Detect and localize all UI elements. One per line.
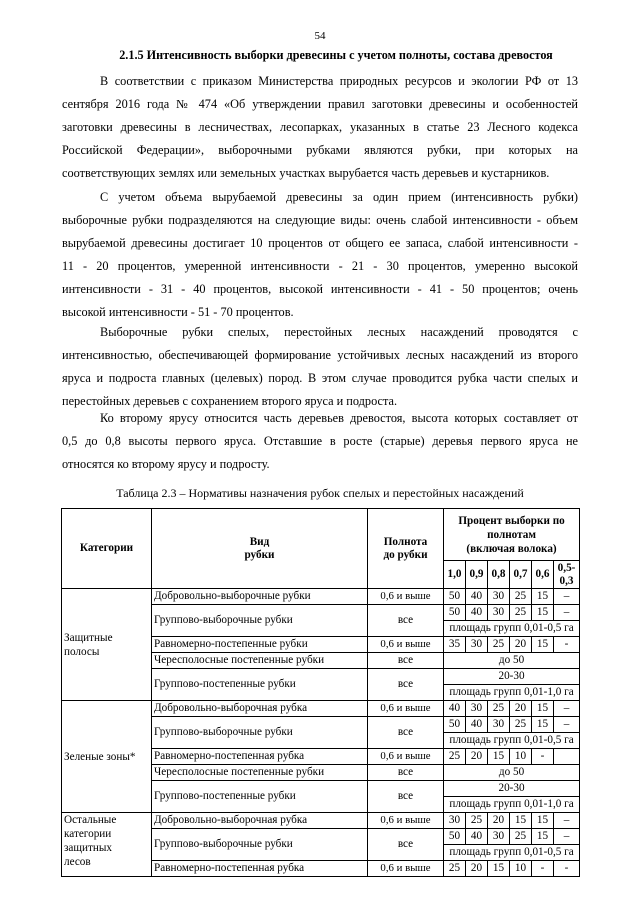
- value-cell: [554, 749, 580, 765]
- density-cell: все: [368, 717, 444, 749]
- type-cell: Группово-выборочные рубки: [152, 717, 368, 749]
- value-cell: -: [532, 749, 554, 765]
- density-cell: 0,6 и выше: [368, 589, 444, 605]
- value-cell: 40: [466, 605, 488, 621]
- text-line: выборочные рубки подразделяются на следующие виды: очень слабой интенсивности - объем: [62, 213, 578, 228]
- value-cell: 15: [488, 861, 510, 877]
- type-cell: Равномерно-постепенная рубка: [152, 749, 368, 765]
- density-cell: 0,6 и выше: [368, 861, 444, 877]
- text-line: С учетом объема вырубаемой древесины за один прием (интенсивность рубки): [100, 190, 578, 204]
- text-line: сентября 2016 года № 474 «Об утверждении правил заготовки древесины и особенностей: [62, 97, 578, 112]
- value-cell: –: [554, 589, 580, 605]
- density-cell: все: [368, 781, 444, 813]
- text-line: вырубаемой древесины достигает 10 процентов от общего ее запаса, слабой интенсивности -: [62, 236, 578, 251]
- value-cell: -: [532, 861, 554, 877]
- header-type: [152, 509, 368, 589]
- span-cell: до 50: [444, 653, 580, 669]
- header-category: Категории: [62, 509, 152, 589]
- value-cell: 40: [444, 701, 466, 717]
- value-cell: 15: [488, 749, 510, 765]
- text-line: относятся ко второму ярусу и подросту.: [62, 457, 270, 472]
- text-line: высокой интенсивности - 51 - 70 процентов.: [62, 305, 294, 320]
- note-cell: площадь групп 0,01-0,5 га: [444, 621, 580, 637]
- value-cell: 50: [444, 605, 466, 621]
- header-density-1: 1,0: [444, 561, 466, 589]
- value-cell: 40: [466, 717, 488, 733]
- density-cell: 0,6 и выше: [368, 701, 444, 717]
- value-cell: 20: [510, 637, 532, 653]
- value-cell: –: [554, 829, 580, 845]
- paragraph-4: [62, 407, 578, 476]
- value-cell: 25: [444, 749, 466, 765]
- value-cell: 30: [466, 637, 488, 653]
- header-percent-line: (включая волока): [466, 542, 557, 555]
- header-density-6-line: 0,3: [559, 574, 574, 587]
- text-line: Ко второму ярусу относится часть деревьев древостоя, высота которых составляет от: [100, 411, 578, 425]
- type-cell: Добровольно-выборочные рубки: [152, 589, 368, 605]
- header-density-line: Полнота: [383, 535, 428, 548]
- density-cell: 0,6 и выше: [368, 749, 444, 765]
- value-cell: 50: [444, 829, 466, 845]
- density-cell: 0,6 и выше: [368, 637, 444, 653]
- value-cell: –: [554, 813, 580, 829]
- value-cell: 25: [510, 589, 532, 605]
- value-cell: 40: [466, 829, 488, 845]
- value-cell: 25: [444, 861, 466, 877]
- category-line: полосы: [64, 645, 100, 658]
- text-line: Российской Федерации», выборочными рубками являются рубки, при которых на: [62, 143, 578, 158]
- density-cell: все: [368, 765, 444, 781]
- span-cell: до 50: [444, 765, 580, 781]
- header-density-4: 0,7: [510, 561, 532, 589]
- value-cell: 15: [532, 829, 554, 845]
- header-density-3: 0,8: [488, 561, 510, 589]
- density-cell: 0,6 и выше: [368, 813, 444, 829]
- type-cell: Группово-постепенные рубки: [152, 669, 368, 701]
- text-line: Выборочные рубки спелых, перестойных лесных насаждений проводятся с: [100, 325, 578, 339]
- value-cell: 25: [466, 813, 488, 829]
- category-line: Защитные: [64, 631, 113, 644]
- value-cell: –: [554, 701, 580, 717]
- paragraph-3: [62, 321, 578, 413]
- value-cell: 35: [444, 637, 466, 653]
- value-cell: 15: [532, 813, 554, 829]
- density-cell: все: [368, 669, 444, 701]
- value-cell: -: [554, 861, 580, 877]
- category-cell: Зеленые зоны*: [62, 701, 152, 813]
- text-line: 11 - 20 процентов, умеренной интенсивности - 21 - 30 процентов, умеренно высокой: [62, 259, 578, 274]
- value-cell: 15: [532, 717, 554, 733]
- value-cell: 50: [444, 589, 466, 605]
- header-density-6: [554, 561, 580, 589]
- paragraph-1: [62, 70, 578, 185]
- value-cell: 20: [466, 749, 488, 765]
- category-line: Остальные: [64, 814, 117, 826]
- header-density-line: до рубки: [383, 548, 428, 561]
- category-line: категории: [64, 828, 112, 840]
- text-line: интенсивности - 31 - 40 процентов, высокой интенсивности - 41 - 50 процентов; очень: [62, 282, 578, 297]
- value-cell: 25: [510, 605, 532, 621]
- header-density-6-line: 0,5-: [557, 561, 576, 574]
- value-cell: –: [554, 717, 580, 733]
- page-number: 54: [314, 30, 326, 42]
- note-cell: площадь групп 0,01-1,0 га: [444, 685, 580, 701]
- table-row: [62, 701, 580, 717]
- note-cell: площадь групп 0,01-1,0 га: [444, 797, 580, 813]
- category-line: лесов: [64, 856, 91, 868]
- text-line: интенсивностью, обеспечивающей формирование устойчивых лесных насаждений из второго: [62, 348, 578, 363]
- value-cell: -: [554, 637, 580, 653]
- header-percent-line: полнотам: [487, 528, 536, 541]
- value-cell: 30: [488, 717, 510, 733]
- value-cell: 15: [510, 813, 532, 829]
- table-caption: Таблица 2.3 – Нормативы назначения рубок спелых и перестойных насаждений: [116, 486, 524, 500]
- text-line: соответствующих землях или земельных участках вырубается часть деревьев и кустарников.: [62, 166, 550, 181]
- header-type-line: рубки: [244, 548, 275, 561]
- value-cell: 25: [510, 829, 532, 845]
- paragraph-2: [62, 186, 578, 325]
- value-cell: 30: [488, 589, 510, 605]
- type-cell: Группово-выборочные рубки: [152, 605, 368, 637]
- type-cell: Чересполосные постепенные рубки: [152, 765, 368, 781]
- value-cell: 30: [488, 605, 510, 621]
- value-cell: 20: [488, 813, 510, 829]
- span-cell: 20-30: [444, 781, 580, 797]
- value-cell: 10: [510, 749, 532, 765]
- table-row: [62, 589, 580, 605]
- section-heading: 2.1.5 Интенсивность выборки древесины с учетом полноты, состава древостоя: [119, 48, 553, 62]
- note-cell: площадь групп 0,01-0,5 га: [444, 733, 580, 749]
- text-line: 0,5 до 0,8 высоты первого яруса. Отставшие в росте (старые) деревья первого яруса не: [62, 434, 578, 449]
- density-cell: все: [368, 829, 444, 861]
- value-cell: 25: [488, 637, 510, 653]
- type-cell: Группово-выборочные рубки: [152, 829, 368, 861]
- type-cell: Добровольно-выборочная рубка: [152, 701, 368, 717]
- header-type-line: Вид: [249, 535, 270, 548]
- density-cell: все: [368, 605, 444, 637]
- value-cell: 15: [532, 701, 554, 717]
- text-line: яруса и подроста главных (целевых) пород. В этом случае проводится рубка части спелых и: [62, 371, 578, 386]
- type-cell: Равномерно-постепенная рубка: [152, 861, 368, 877]
- value-cell: 20: [510, 701, 532, 717]
- type-cell: Чересполосные постепенные рубки: [152, 653, 368, 669]
- header-density: [368, 509, 444, 589]
- value-cell: 30: [488, 829, 510, 845]
- text-line: заготовки древесины в лесничествах, лесопарках, указанных в статье 23 Лесного кодекса: [62, 120, 578, 135]
- value-cell: 25: [510, 717, 532, 733]
- type-cell: Группово-постепенные рубки: [152, 781, 368, 813]
- note-cell: площадь групп 0,01-0,5 га: [444, 845, 580, 861]
- value-cell: 50: [444, 717, 466, 733]
- value-cell: 20: [466, 861, 488, 877]
- category-line: защитных: [64, 842, 112, 854]
- value-cell: 30: [466, 701, 488, 717]
- value-cell: 15: [532, 637, 554, 653]
- table-row: [62, 813, 580, 829]
- header-density-2: 0,9: [466, 561, 488, 589]
- value-cell: 40: [466, 589, 488, 605]
- value-cell: –: [554, 605, 580, 621]
- type-cell: Добровольно-выборочная рубка: [152, 813, 368, 829]
- category-cell: [62, 813, 152, 877]
- span-cell: 20-30: [444, 669, 580, 685]
- text-line: В соответствии с приказом Министерства природных ресурсов и экологии РФ от 13: [100, 74, 578, 88]
- text-line: перестойных деревьев с сохранением второго яруса и подроста.: [62, 394, 398, 409]
- value-cell: 15: [532, 589, 554, 605]
- value-cell: 15: [532, 605, 554, 621]
- value-cell: 25: [488, 701, 510, 717]
- header-density-5: 0,6: [532, 561, 554, 589]
- norms-table: [61, 508, 580, 877]
- value-cell: 30: [444, 813, 466, 829]
- header-percent: [444, 509, 580, 561]
- header-percent-line: Процент выборки по: [458, 514, 565, 527]
- density-cell: все: [368, 653, 444, 669]
- category-cell: [62, 589, 152, 701]
- type-cell: Равномерно-постепенные рубки: [152, 637, 368, 653]
- value-cell: 10: [510, 861, 532, 877]
